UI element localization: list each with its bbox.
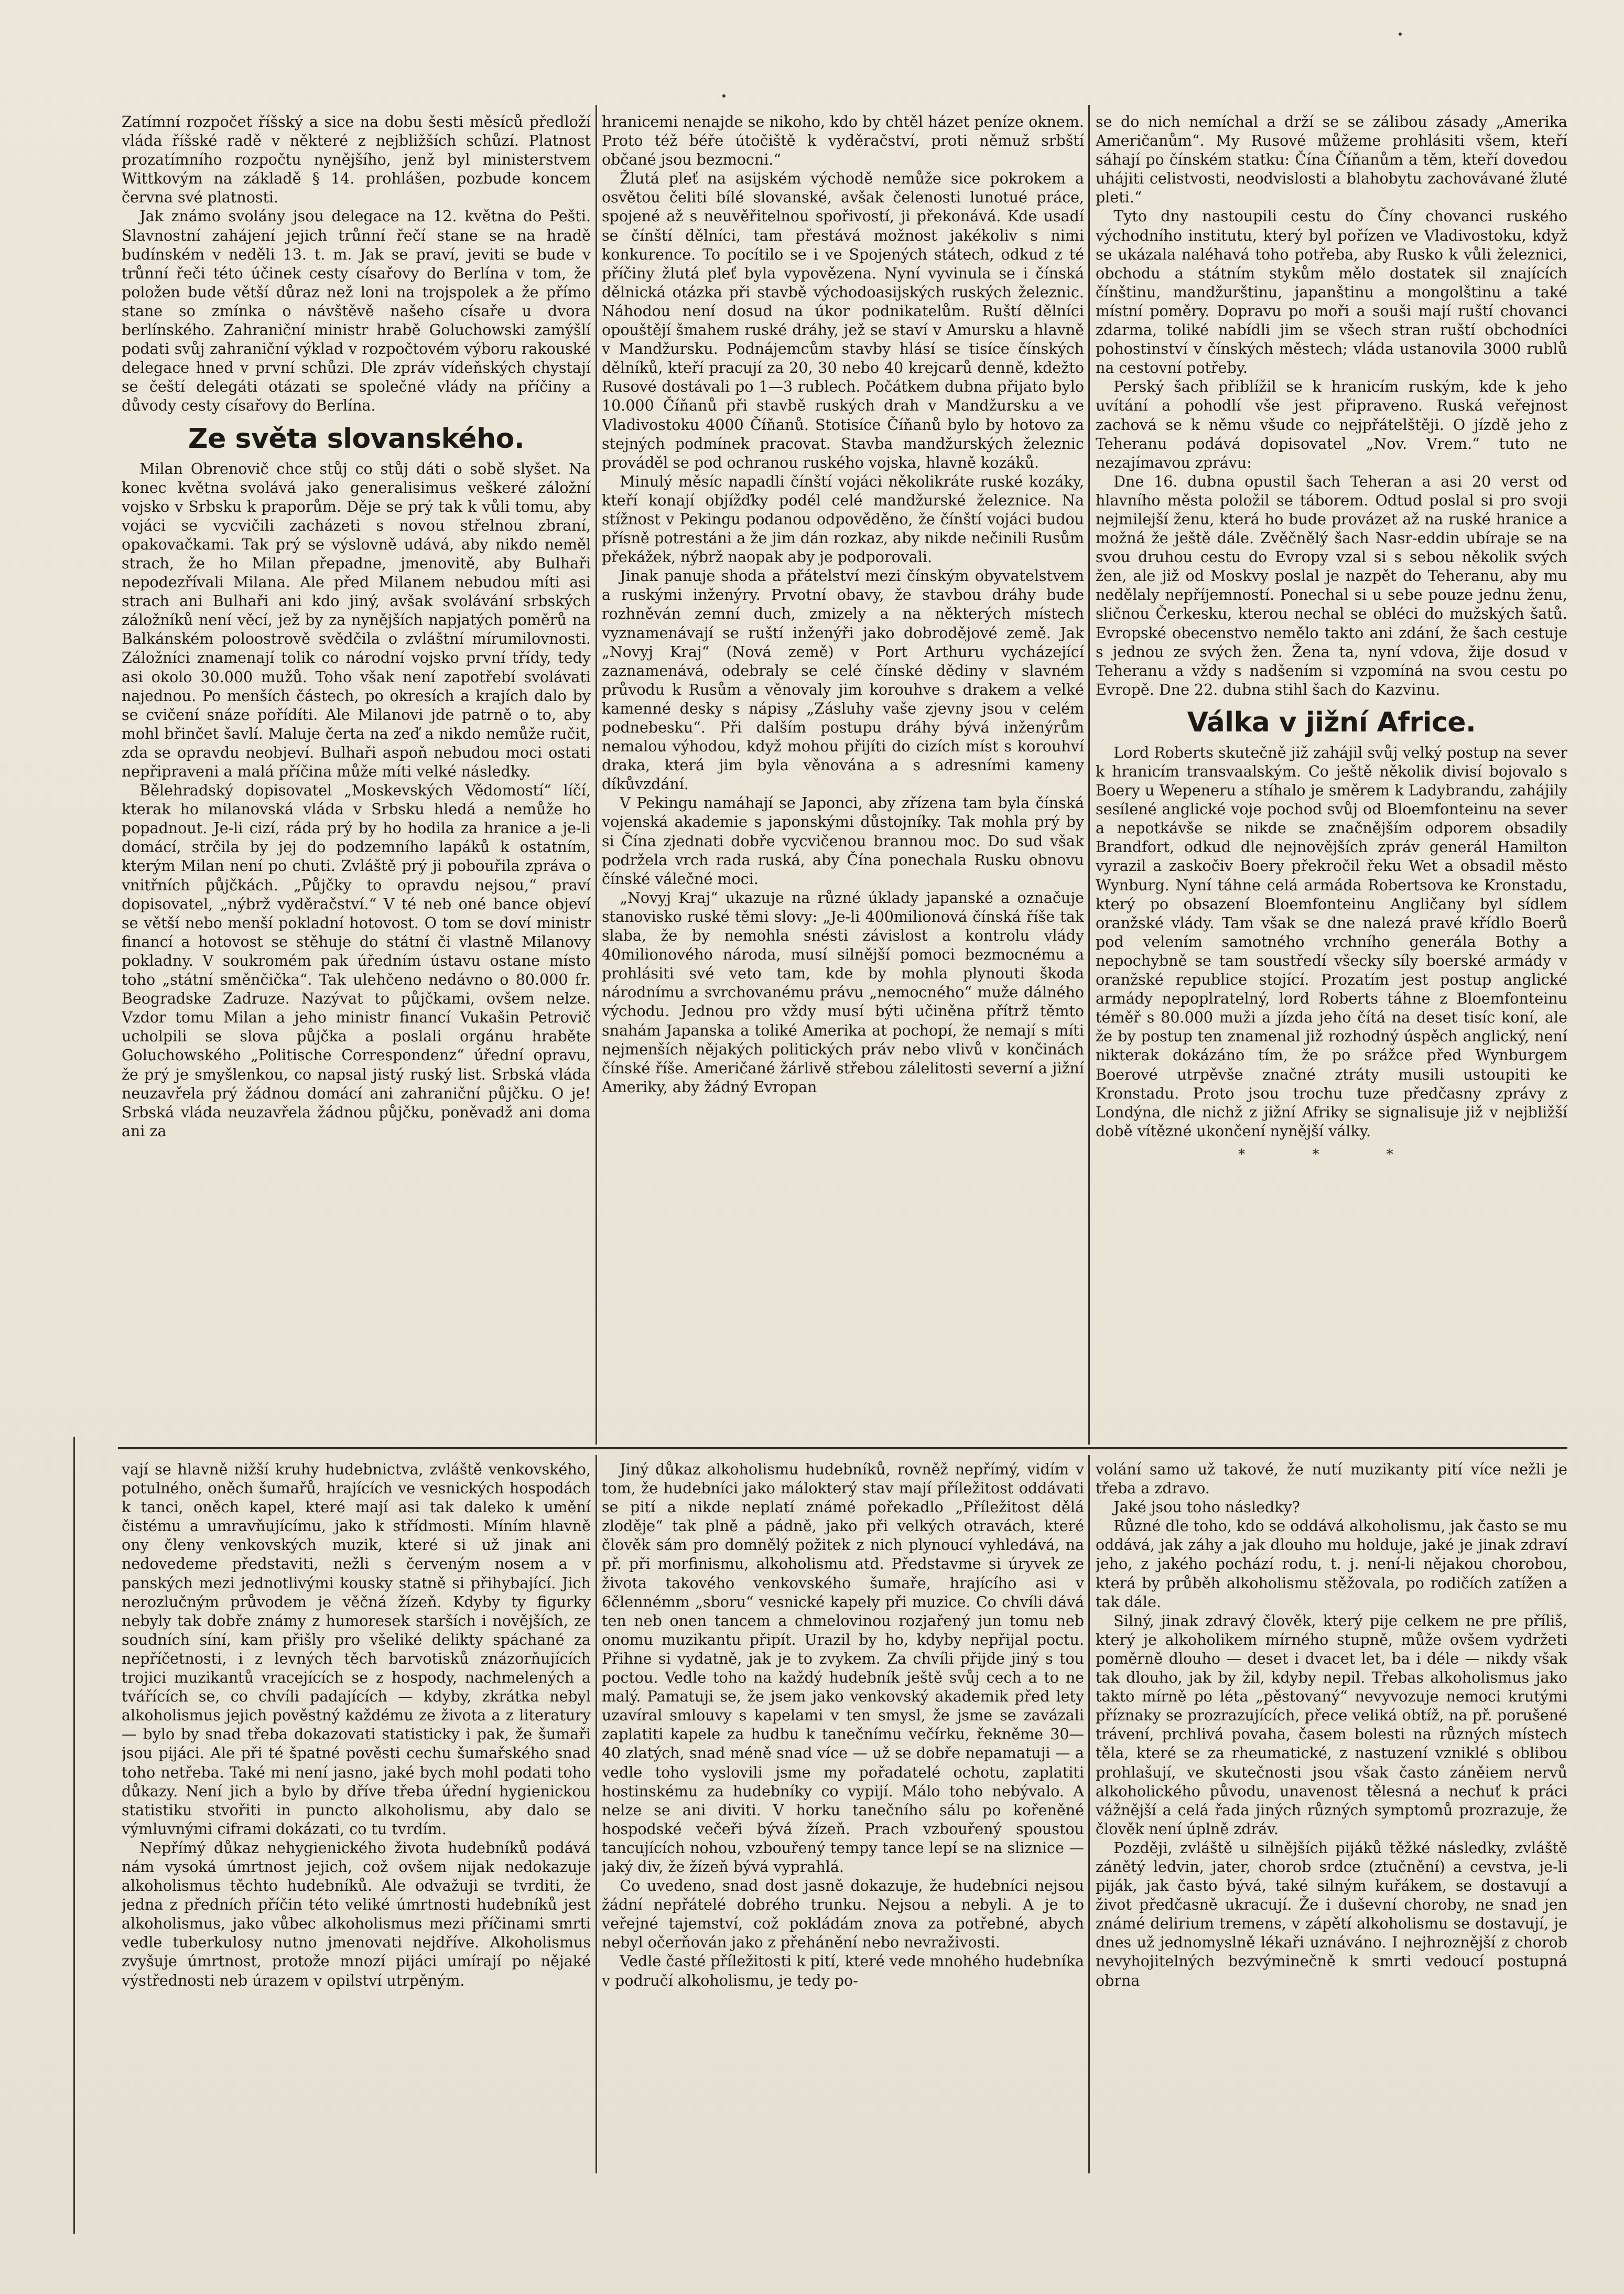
paragraph-shah: Perský šach přiblížil se k hranicím ruským, kde k jeho uvítání a pohodlí vše jest připraveno. Ruská veřejnost zachová se k němu všude co nejpřátelštěji. O jízdě jeho z Teheranu podává dopisovatel „Nov. Vrem.“ tuto ne nezajímavou zprávu: [1096,378,1567,471]
section-heading-south-africa: Válka v jižní Africe. [1187,706,1476,738]
paragraph-occasion: Vedle časté příležitosti k pití, které vede mnohého hudebníka v područí alkoholismu, je tedy po- [602,1953,1084,1989]
paragraph-question: Jaké jsou toho následky? [1113,1499,1300,1516]
paragraph-belgrade: Bělehradský dopisovatel „Moskevských Vědomostí“ líčí, kterak ho milanovská vláda v Srbsku hledá a nemůže ho popadnout. Je-li cizí, ráda prý by ho hodila za hranice a je-li domácí, strčila by jej do podzemního lapáků k ostatním, kterým Milan není po chuti. Zvláště prý ji pobouřila zpráva o vnitřních půjčkách. „Půjčky to opravdu nejsou,“ praví dopisovatel, „nýbrž vyděračství.“ V té neb oné bance objeví se větší nebo menší pokladní hotovost. O tom se doví ministr financí a hotovost se stěhuje do státní či vlastně Milanovy pokladny. V soukromém pak úředním ústavu ostane místo toho „státní směnčička“. Tak ulehčeno nedávno o 80.000 fr. Beogradske Zadruze. Nazývat to půjčkami, ovšem nelze. Vzdor tomu Milan a jeho ministr financí Vukašin Petrovič ucholpili se slova půjčka a poslali orgánu hraběte Goluchowského „Politische Correspondenz“ úřední opravu, že prý je smyšlenkou, co napsal jistý ruský list. Srbská vláda neuzavřela prý žádnou domácí ani zahraniční půjčku. O je! Srbská vláda neuzavřela žádnou půjčku, poněvadž ani doma ani za [122,782,591,1140]
top-column-3 [1096,113,1567,1445]
paragraph-america: se do nich nemíchal a drží se se zálibou zásady „Amerika Američanům“. My Rusové můžeme prohlásiti všem, kteří sáhají po čínském statku: Čína Číňanům a těm, kteří dovedou uhájiti celistvosti, neodvislosti a blahobytu zachovávané žluté pleti.“ [1096,113,1567,207]
paragraph-mortality: Nepřímý důkaz nehygienického života hudebníků podává nám vysoká úmrtnost jejich, což ovšem nijak nedokazuje alkoholismus těchto hudebníků. Ale odvažuji se tvrditi, že jedna z předních příčin této veliké úmrtnosti hudebníků jest alkoholismus, jako vůbec alkoholismus mezi příčinami smrti vedle tuberkulosy nutno jmenovati nejdříve. Alkoholismus zvyšuje úmrtnost, protože mnozí pijáci umírají po nějaké výstřednosti neb úrazem v opilství utrpěným. [122,1839,591,1989]
paragraph-secret: Co uvedeno, snad dost jasně dokazuje, že hudebníci nejsou žádní nepřátelé dobrého trunku. Nejsou a nebyli. A je to veřejné tajemství, což pokládám znova za potřebné, abych nebyl očerňován jako z přehánění nebo nevraživosti. [602,1877,1084,1952]
column-rule-top-1 [596,105,597,1445]
paragraph-peking: V Pekingu namáhají se Japonci, aby zřízena tam byla čínská vojenská akademie s japonskými důstojníky. Tak mohla prý by si Čína zjednati dobře vycvičenou brannou moc. Do sud však podržela vrch rada ruská, aby Čína ponechala Rusku obnovu čínské válečné moci. [602,794,1084,888]
bottom-column-3 [1096,1460,1567,2173]
paragraph-harmony: Jinak panuje shoda a přátelství mezi čínským obyvatelstvem a ruskými inženýry. Prvotní obavy, že stavbou dráhy bude rozhněván zemní duch, zmizely a na některých místech vyznamenávají se ruští inženýři jako dobrodějové země. Jak „Novyj Kraj“ (Nová země) v Port Arthuru vycházející zaznamenává, odebraly se celé čínské dědiny v slavném průvodu k Rusům a věnovaly jim korouhve s drakem a velké kamenné desky s nápisy „Zásluhy vaše zjevny jsou v celém podnebesku“. Při dalším postupu dráhy bývá inženýrům nemalou výhodou, když mohou přijíti do cizích míst s korouhví draka, která jim byla věnována a s adresními kameny díkůvzdání. [602,567,1084,793]
paragraph-varies: Různé dle toho, kdo se oddává alkoholismu, jak často se mu oddává, jak záhy a jak dlouho mu holduje, jaké je jinak zdraví jeho, z jakého pochází rodu, t. j. není-li nějakou chorobou, která by průběh alkoholismu stěžovala, po rodičích zatížen a tak dále. [1096,1517,1567,1611]
bottom-column-1 [122,1460,591,2173]
print-speck [722,94,726,98]
paragraph-yellow-race: Žlutá pleť na asijském východě nemůže sice pokrokem a osvětou čeliti bílé slovanské, avšak čelenosti lunotué práce, spojené až s neuvěřitelnou spořivostí, ji překonává. Kde usadí se čínští dělníci, tam přestává možnost jakékoliv s nimi konkurence. To pocítilo se i ve Spojených státech, odkud z té příčiny žlutá pleť byla vypovězena. Nyní vyvinula se i čínská dělnická otázka při stavbě východoasijských ruských železnic. Náhodou není dosud na úkor podnikatelům. Ruští dělníci opouštějí šmahem ruské dráhy, jež se staví v Amursku a hlavně v Mandžursku. Podnájemcům stavby hlásí se tisíce čínských dělníků, kteří pracují za 20, 30 nebo 40 krejcarů denně, kdežto Rusové dostávali po 1—3 rublech. Počátkem dubna přijato bylo 10.000 Číňanů při stavbě ruských drah v Mandžursku a ve Vladivostoku 4000 Číňanů. Stotisíce Číňanů bylo by hotovo za stejných podmínek pracovat. Stavba mandžurských železnic prováděl se pod ochranou ruského vojska, hlavně kozáků. [602,170,1084,471]
paragraph-budget: Zatímní rozpočet říšský a sice na dobu šesti měsíců předloží vláda říšské radě v některé z nejbližších schůzí. Platnost prozatímního rozpočtu nynějšího, jenž byl ministerstvem Wittkovým na základě § 14. prohlášen, pozbude koncem června své platnosti. [122,113,591,207]
column-rule-bottom-2 [1088,1455,1090,2173]
paragraph-proof: Jiný důkaz alkoholismu hudebníků, rovněž nepřímý, vidím v tom, že hudebníci jako málokterý stav mají příležitost oddávati se pití a nikde neplatí známé pořekadlo „Příležitost dělá zloděje“ tak plně a pádně, jako při velkých otravách, které člověk sám pro domnělý požitek z nich plynoucí vyhledává, na př. při morfinismu, alkoholismu atd. Představme si úryvek ze života takového venkovského šumaře, hrajícího asi v 6člennémm „sboru“ vesnické kapely při muzice. Co chvíli dává ten neb onen tancem a chmelovinou rozjařený jun tomu neb onomu muzikantu připít. Urazil by ho, kdyby nepřijal poctu. Přihne si vydatně, jak je to zvykem. Za chvíli přijde jiný s tou poctou. Vedle toho na každý hudebník ještě svůj cech a to ne malý. Pamatuji se, že jsem jako venkovský akademik před lety uzavíral smlouvy s kapelami v ten smysl, že jsme se zavázali zaplatiti kapele za hudbu k tanečnímu večírku, řekněme 30—40 zlatých, snad méně snad více — už se dobře nepamatuji — a vedle toho vyslovili jsme my pořadatelé ochotu, zaplatiti hostinskému za hudebníky co vypijí. Málo toho nebývalo. A nelze se ani diviti. V horku tanečního sálu po kořeněné hospodské večeři bývá žízeň. Prach vzbouřený spoustou tancujících nohou, vzbouřený tempy tance lepí se na sliznice — jaký div, že žízeň bývá vyprahlá. [602,1461,1084,1876]
paragraph-soldiers: Minulý měsíc napadli čínští vojáci několikráte ruské kozáky, kteří konají objížďky podél celé mandžurské železnice. Na stížnost v Pekingu podanou odpověděno, že čínští vojáci budou přísně potrestáni a že jim dán rozkaz, aby nikde nečinili Rusům překážek, nýbrž naopak aby je podporovali. [602,472,1084,566]
print-speck [1399,33,1402,36]
paragraph-borders: hranicemi nenajde se nikoho, kdo by chtěl házet peníze oknem. Proto též béře útočiště k vyděračství, proti němuž srbští občané jsou bezmocni.“ [602,113,1084,169]
paragraph-teheran: Dne 16. dubna opustil šach Teheran a asi 20 verst od hlavního města položil se táborem. Odtud poslal si pro svoji nejmilejší ženu, která ho bude provázet až na ruské hranice a možná že ještě dále. Zvěčnělý šach Nasr-eddin ubíraje se na svou druhou cestu do Evropy vzal si s sebou několik svých žen, ale již od Moskvy poslal je nazpět do Teheranu, aby mu nedělaly nepříjemností. Ponechal si u sebe pouze jednu ženu, sličnou Čerkesku, kterou nechal se obléci do mužských šatů. Evropské obecenstvo nemělo takto ani zdání, že šach cestuje s jednou ze svých žen. Žena ta, nyní vdova, žije dosud v Teheranu a vždy s nadšením si vzpomíná na svou cestu po Evropě. Dne 22. dubna stihl šach do Kazvinu. [1096,472,1567,698]
paragraph-musicians: vají se hlavně nižší kruhy hudebnictva, zvláště venkovského, potulného, oněch šumařů, hrajících ve vesnických hospodách k tanci, oněch kapel, které mají asi tak daleko k umění čistému a umravňujícímu, jako k střídmosti. Míním hlavně ony členy venkovských muzik, které si už jinak ani nedovedeme představiti, nežli s červeným nosem a v panských mezi jednotlivými kousky statně si přihybající. Jich nerozlučným průvodem je věčná žízeň. Kdyby ty figurky nebyly tak dobře známy z humoresek starších i novějších, ze soudních síní, kam přišly pro všeliké delikty spáchané za nepříčetnosti, i z levných těch barvotisků znázorňujících trojici muzikantů vracejících se z hospody, nachmelených a tvářících se, co chvíli padajících — kdyby, zkrátka nebyl alkoholismus jejich pověstný každému ze života a z literatury — bylo by snad třeba dokazovati statisticky i pak, že šumaři jsou pijáci. Ale při té špatné pověsti cechu šumařského snad toho netřeba. Také mi není jasno, jaké bych mohl podati toho důkazy. Není jich a bylo by dříve třeba úřední hygienickou statistiku stvořiti in puncto alkoholismu, aby dalo se výmluvnými ciframi dokázati, co tu tvrdím. [122,1461,591,1838]
paragraph-novyj-kraj: „Novyj Kraj“ ukazuje na různé úklady japanské a označuje stanovisko ruské těmi slovy: „Je-li 400milionová čínská říše tak slaba, že by nemohla snésti závislost a kontrolu vlády 40milionového národa, musí silnější pomoci bezmocnému a prohlásiti své veto tam, kde by mohla plynouti škoda národnímu a svrchovanému právu „nemocného“ muže dálného východu. Jednou pro vždy musí býti učiněna přítrž těmto snahám Japanska a toliké Amerika at pochopí, že nemají s míti nejmenších nějakých politických práv nebo vlivů v končinách čínské říše. Američané žárlivě střebou zálelitosti severní a jižní Ameriky, aby žádný Evropan [602,889,1084,1096]
section-heading-slavic: Ze světa slovanského. [188,423,525,455]
paragraph-roberts: Lord Roberts skutečně již zahájil svůj velký postup na sever k hranicím transvaalským. Co ještě několik divisí bojovalo s Boery u Wepeneru a stíhalo je směrem k Ladybrandu, zahájily sesílené anglické voje pochod svůj od Bloemfonteinu na sever a nepotkávše se nikde se značnějším odporem obsadily Brandfort, odkud dle nejnovějších zpráv generál Hamilton vyrazil a zaskočiv Boery překročil řeku Wet a obsadil město Wynburg. Nyní táhne celá armáda Robertsova ke Kronstadu, který po obsazení Bloemfonteinu Angličany byl sídlem oranžské vlády. Tam však se dne nalezá pravé křídlo Boerů pod velením samotného vrchního generála Bothy a nepochybně se tam soustředí všecky síly boerské armády v oranžské republice stojící. Prozatím jest postup anglické armády nepoplratelný, lord Roberts táhne z Bloemfonteinu téměř s 80.000 muži a jízda jeho čítá na deset tisíc koní, ale že by postup ten znamenal již rozhodný úspěch anglický, není nikterak dokázáno tím, že po srážce před Wynburgem Boerové utrpěvše značné ztráty musili ustoupiti ke Kronstadu. Proto jsou trochu tuze předčasny zprávy z Londýna, dle nichž z jižní Afriky se signalisuje již v nejbližší době vítězné ukončení nynější války. [1096,744,1567,1140]
paragraph-institute: Tyto dny nastoupili cestu do Číny chovanci ruského východního institutu, který byl pořízen ve Vladivostoku, když se ukázala naléhavá toho potřeba, aby Rusko k vůli železnici, obchodu a státním stykům mělo dostatek sil znajících čínštinu, mandžurštinu, japanštinu a mongolštinu a také místní poměry. Dopravu po moři a souši mají ruští chovanci zdarma, toliké nabídli jim se všech stran ruští obchodníci pohostinství v čínských městech; vláda ustanovila 3000 rublů na cestovní potřeby. [1096,208,1567,377]
paragraph-later: Později, zvláště u silnějších pijáků těžké následky, zvláště zánětý ledvin, jater, chorob srdce (ztučnění) a cevstva, je-li piják, jak často bývá, také silným kuřákem, se dostavují a život předčasně ukracují. Že i duševní choroby, ne snad jen známé delirium tremens, v zápětí alkoholismu se dostavují, je dnes už jednomyslně lékaři uznáváno. I nejhroznější z chorob nevyhojitelných bezvýminečně k smrti vedoucí postupná obrna [1096,1839,1567,1989]
left-margin-rule [73,1437,75,2234]
paragraph-strong-man: Silný, jinak zdravý člověk, který pije celkem ne pre příliš, který je alkoholikem mírného stupně, může ovšem vydržeti poměrně dlouho — deset i dvacet let, ba i déle — nikdy však tak dlouho, jak by žil, kdyby nepil. Třebas alkoholismus jako takto mírně po léta „pěstovaný“ nevyvozuje nemoci krutými příznaky se prozrazujících, přece veliká obtíž, na př. porušené trávení, prchlivá povaha, časem bolesti na různých místech těla, které se za rheumatické, z nastuzení vzniklé s oblibou prohlašují, ve skutečnosti jsou však často záněiem nervů alkoholického původu, unavenost tělesná a nechuť k práci vážnější a celá řada jiných různých symptomů prozrazuje, že člověk není úplně zdráv. [1096,1612,1567,1838]
section-stars: * * * [1238,1146,1425,1162]
bottom-column-2 [602,1460,1084,2173]
horizontal-separator [118,1447,1567,1449]
paragraph-profession: volání samo už takové, že nutí muzikanty pití více nežli je třeba a zdravo. [1096,1461,1567,1498]
paragraph-delegations: Jak známo svolány jsou delegace na 12. května do Pešti. Slavnostní zahájení jejich trůnní řečí stane se na hradě budínském v neděli 13. t. m. Jak se praví, jeviti se bude v trůnní řeči této účinek cesty císařovy do Berlína v tom, že položen bude větší důraz než loni na trojspolek a že přímo stane so zmínka o návštěvě našeho císaře u dvora berlínského. Zahraniční ministr hrabě Goluchowski zamýšlí podati svůj zahraniční výklad v rozpočtovém výboru rakouské delegace hned v první schůzi. Dle zpráv vídeňských chystají se čeští delegáti otázati se společné vlády na příčiny a důvody cesty císařovy do Berlína. [122,208,591,415]
paragraph-milan: Milan Obrenovič chce stůj co stůj dáti o sobě slyšet. Na konec května svolává jako generalisimus veškeré záložní vojsko v Srbsku k praporům. Děje se prý tak k vůli tomu, aby vojáci se vycvičili zacházeti s novou střelnou zbraní, opakovačkami. Tak prý se výslovně udává, aby nikdo neměl strach, že ho Milan přepadne, jmenovitě, aby Bulhaři nepodezřívali Milana. Ale před Milanem nebudou míti asi strach ani Bulhaři ani kdo jiný, avšak svolávání srbských záložníků není věcí, jež by za nynějších napjatých poměrů na Balkánském poloostrově svědčila o zvláštní mírumilovnosti. Záložníci znamenají tolik co národní vojsko první třídy, tedy asi okolo 30.000 mužů. Toho však není zapotřebí svolávati najednou. Po menších částech, po okresích a krajích dalo by se cvičení snáze pořídíti. Ale Milanovi jde patrně o to, aby mohl břinčet šavlí. Maluje čerta na zeď a nikdo nemůže ručit, zda se opravdu neobjeví. Bulhaři aspoň nebudou moci ostati nepřipraveni a malá příčina může míti velké následky. [122,460,591,780]
top-column-1 [122,113,591,1445]
column-rule-top-2 [1088,105,1090,1445]
column-rule-bottom-1 [596,1455,597,2173]
top-column-2 [602,113,1084,1445]
